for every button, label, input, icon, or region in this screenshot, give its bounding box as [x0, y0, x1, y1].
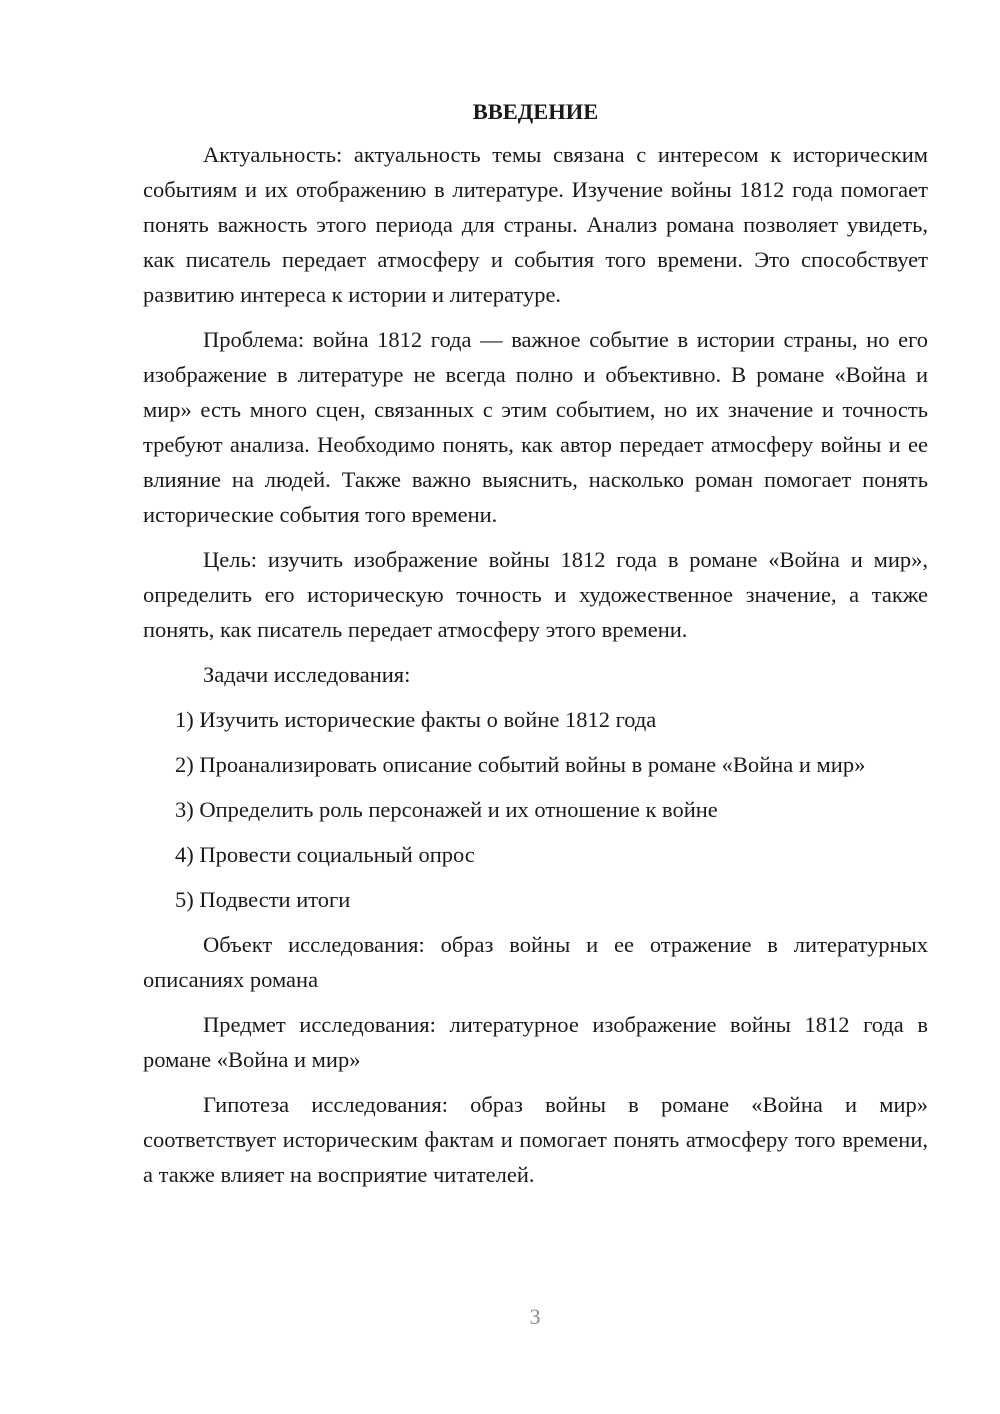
problem-paragraph: Проблема: война 1812 года — важное событие в истории страны, но его изображение в литературе не всегда полно и объективно. В романе «Война и мир» есть много сцен, связанных с этим событием, но их значение и точность требуют анализа. Необходимо понять, как автор передает атмосферу войны и ее влияние на людей. Также важно выяснить, насколько роман помогает понять исторические события того времени.: [143, 327, 928, 527]
page-title: ВВЕДЕНИЕ: [472, 99, 599, 124]
task-item: 2) Проанализировать описание событий войны в романе «Война и мир»: [175, 752, 866, 777]
relevance-paragraph: Актуальность: актуальность темы связана с интересом к историческим событиям и их отображению в литературе. Изучение войны 1812 года помогает понять важность этого периода для страны. Анализ романа позволяет увидеть, как писатель передает атмосферу и события того времени. Это способствует развитию интереса к истории и литературе.: [143, 142, 928, 307]
hypothesis-paragraph: Гипотеза исследования: образ войны в романе «Война и мир» соответствует историческим фактам и помогает понять атмосферу того времени, а также влияет на восприятие читателей.: [143, 1092, 928, 1187]
tasks-heading: Задачи исследования:: [203, 662, 411, 687]
task-item: 3) Определить роль персонажей и их отношение к войне: [175, 797, 718, 822]
task-item: 4) Провести социальный опрос: [175, 842, 475, 867]
object-paragraph: Объект исследования: образ войны и ее отражение в литературных описаниях романа: [143, 932, 928, 992]
task-item: 1) Изучить исторические факты о войне 1812 года: [175, 707, 657, 732]
document-page: [143, 94, 928, 1202]
goal-paragraph: Цель: изучить изображение войны 1812 года в романе «Война и мир», определить его историческую точность и художественное значение, а также понять, как писатель передает атмосферу этого времени.: [143, 547, 928, 642]
page-number: 3: [529, 1304, 541, 1329]
task-item: 5) Подвести итоги: [175, 887, 351, 912]
subject-paragraph: Предмет исследования: литературное изображение войны 1812 года в романе «Война и мир»: [143, 1012, 928, 1072]
